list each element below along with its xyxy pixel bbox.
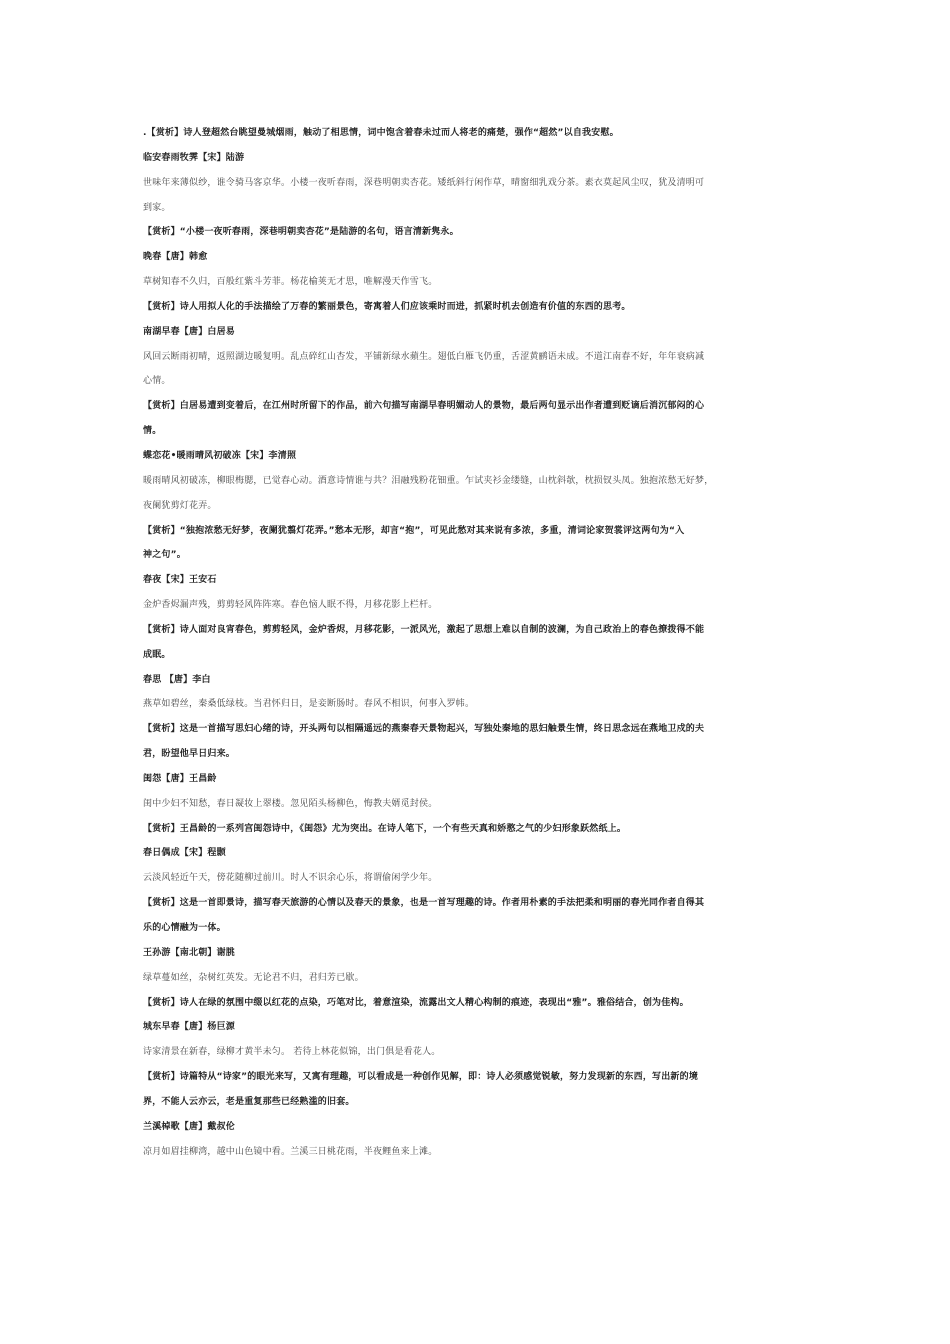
bold-text-line: 春思 【唐】李白 <box>143 674 211 685</box>
bold-text-line: 春夜【宋】王安石 <box>143 575 217 586</box>
text-line: 金炉香烬漏声残，剪剪轻风阵阵寒。春色恼人眠不得，月移花影上栏杆。 <box>143 600 438 611</box>
text-line: 燕草如碧丝，秦桑低绿枝。当君怀归日，是妾断肠时。春风不相识，何事入罗帏。 <box>143 699 475 710</box>
bold-text-line: 【赏析】诗篇特从“诗家”的眼光来写，又寓有理趣，可以看成是一种创作见解，即：诗人必须感觉锐敏，努力发现新的东西，写出新的境 <box>143 1072 699 1083</box>
bold-text-line: 王孙游【南北朝】谢朓 <box>143 947 236 958</box>
bold-text-line: 【赏析】诗人用拟人化的手法描绘了万春的繁丽景色，寄寓着人们应该乘时而进，抓紧时机去创造有价值的东西的思考。 <box>143 301 631 312</box>
text-line: 绿草蔓如丝，杂树红英发。无论君不归，君归芳已歇。 <box>143 972 364 983</box>
bold-text-line: 兰溪棹歌【唐】戴叔伦 <box>143 1121 236 1132</box>
text-line: 世味年来薄似纱，谁令骑马客京华。小楼一夜听春雨，深巷明朝卖杏花。矮纸斜行闲作草，晴窗细乳戏分茶。素衣莫起风尘叹，犹及清明可 <box>143 177 705 188</box>
bold-text-line: 【赏析】诗人在绿的氛围中缀以红花的点染，巧笔对比，着意渲染，流露出文人精心构制的痕迹，表现出“雅”。雅俗结合，创为佳构。 <box>143 997 689 1008</box>
bold-text-line: 【赏析】“独抱浓愁无好梦，夜阑犹翦灯花弄。”愁本无形，却言“抱”，可见此愁对其来说有多浓，多重，清词论家贺裳评这两句为“入 <box>143 525 685 536</box>
text-line: 心情。 <box>143 376 171 387</box>
bold-text-line: 【赏析】这是一首描写思妇心绪的诗，开头两句以相隔遥远的燕秦春天景物起兴，写独处秦地的思妇触景生情，终日思念远在燕地卫戍的夫 <box>143 724 705 735</box>
bold-text-line: 蝶恋花•暖雨晴风初破冻【宋】李清照 <box>143 450 297 461</box>
text-line: 风回云断雨初晴，返照湖边暖复明。乱点碎红山杏发，平铺新绿水蘋生。翅低白雁飞仍重，舌涩黄鹂语未成。不道江南春不好，年年衰病减 <box>143 351 705 362</box>
text-line: 草树知春不久归，百般红紫斗芳菲。杨花榆荚无才思，唯解漫天作雪飞。 <box>143 277 438 288</box>
document-page <box>143 121 815 1164</box>
bold-text-line: 【赏析】王昌龄的一系列宫闺怨诗中，《闺怨》尤为突出。在诗人笔下，一个有些天真和娇憨之气的少妇形象跃然纸上。 <box>143 823 627 834</box>
bold-text-line: 城东早春【唐】杨巨源 <box>143 1022 236 1033</box>
bold-text-line: 春日偶成【宋】程颢 <box>143 848 226 859</box>
text-line: 闺中少妇不知愁，春日凝妆上翠楼。忽见陌头杨柳色，悔教夫婿觅封侯。 <box>143 798 438 809</box>
bold-text-line: .【赏析】诗人登超然台眺望曼城烟雨，触动了相思情，词中饱含着春未过而人将老的痛楚，强作“超然”以自我安慰。 <box>143 128 619 138</box>
bold-text-line: 界，不能人云亦云，老是重复那些已经熟滥的旧套。 <box>143 1096 355 1107</box>
text-line: 凉月如眉挂柳湾，越中山色镜中看。兰溪三日桃花雨，半夜鲤鱼来上滩。 <box>143 1146 438 1157</box>
text-line: 到家。 <box>143 202 171 213</box>
text-line: 诗家清景在新春，绿柳才黄半未匀。 若待上林花似锦，出门俱是看花人。 <box>143 1047 441 1058</box>
bold-text-line: 情。 <box>143 426 162 437</box>
bold-text-line: 成眠。 <box>143 649 171 660</box>
bold-text-line: 【赏析】白居易遭到变着后，在江州时所留下的作品，前六句描写南湖早春明媚动人的景物，最后两句显示出作者遭到贬谪后消沉郁闷的心 <box>143 401 705 412</box>
bold-text-line: 乐的心情融为一体。 <box>143 923 226 933</box>
bold-text-line: 【赏析】诗人面对良宵春色，剪剪轻风，金炉香烬，月移花影，一派风光，激起了思想上难以自制的波澜，为自己政治上的春色撩拨得不能 <box>143 624 705 635</box>
bold-text-line: 君，盼望他早日归来。 <box>143 749 236 760</box>
bold-text-line: 南湖早春【唐】白居易 <box>143 326 236 337</box>
text-line: 云淡风轻近午天，傍花随柳过前川。时人不识余心乐，将谓偷闲学少年。 <box>143 873 438 884</box>
bold-text-line: 【赏析】“小楼一夜听春雨，深巷明朝卖杏花”是陆游的名句，语言清新隽永。 <box>143 227 459 238</box>
bold-text-line: 晚春【唐】韩愈 <box>143 252 208 263</box>
bold-text-line: 【赏析】这是一首即景诗，描写春天旅游的心情以及春天的景象，也是一首写理趣的诗。作者用朴素的手法把柔和明丽的春光同作者自得其 <box>143 898 705 909</box>
bold-text-line: 临安春雨牧霁【宋】陆游 <box>143 152 245 163</box>
bold-text-line: 闺怨【唐】王昌龄 <box>143 773 217 784</box>
text-line: 夜阑犹剪灯花弄。 <box>143 500 217 511</box>
text-line: 暖雨晴风初破冻，柳眼梅腮，已觉春心动。酒意诗情谁与共？泪融残粉花钿重。乍试夹衫金缕缝，山枕斜欹，枕损钗头凤。独抱浓愁无好梦， <box>143 475 714 486</box>
bold-text-line: 神之句”。 <box>143 550 186 561</box>
